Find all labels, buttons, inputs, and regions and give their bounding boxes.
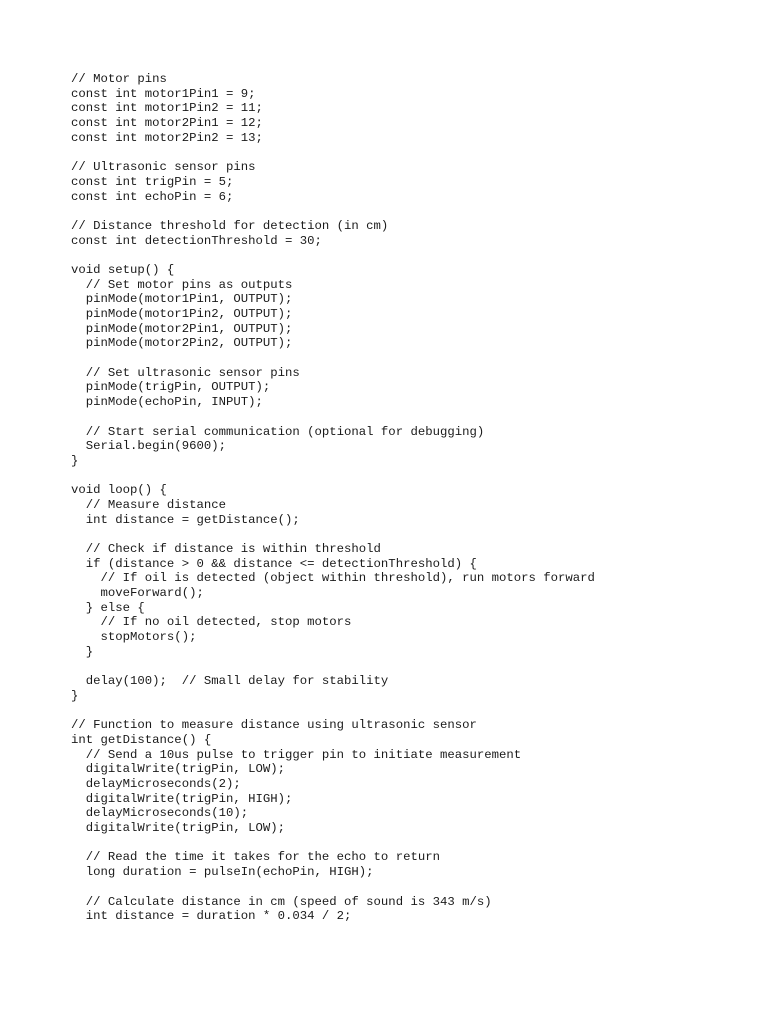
- code-line: void loop() {: [71, 483, 167, 498]
- code-line: // Ultrasonic sensor pins: [71, 160, 256, 175]
- code-line: moveForward();: [71, 586, 204, 601]
- blank-code-line: [71, 660, 751, 675]
- code-line: // Calculate distance in cm (speed of sound is 343 m/s): [71, 894, 492, 909]
- code-line: pinMode(trigPin, OUTPUT);: [71, 380, 271, 395]
- blank-code-line: [71, 204, 751, 219]
- code-line: Serial.begin(9600);: [71, 439, 226, 454]
- code-line: } else {: [71, 600, 145, 615]
- code-line: int distance = getDistance();: [71, 512, 300, 527]
- code-line: // If oil is detected (object within threshold), run motors forward: [71, 571, 595, 586]
- code-line: stopMotors();: [71, 630, 197, 645]
- code-line: // Measure distance: [71, 497, 226, 512]
- code-line: }: [71, 644, 94, 659]
- code-line: delayMicroseconds(2);: [71, 777, 241, 791]
- code-line: // Distance threshold for detection (in cm): [71, 218, 389, 233]
- blank-code-line: [71, 410, 751, 425]
- code-line: // Send a 10us pulse to trigger pin to initiate measurement: [71, 747, 522, 762]
- code-line: // Function to measure distance using ultrasonic sensor: [71, 718, 477, 733]
- code-line: // Motor pins: [71, 72, 167, 86]
- code-line: // Set ultrasonic sensor pins: [71, 365, 300, 380]
- code-line: // If no oil detected, stop motors: [71, 615, 352, 630]
- code-line: const int motor1Pin2 = 11;: [71, 101, 263, 116]
- code-line: pinMode(motor2Pin2, OUTPUT);: [71, 336, 293, 351]
- code-line: delayMicroseconds(10);: [71, 806, 249, 821]
- code-line: // Read the time it takes for the echo to return: [71, 850, 440, 865]
- code-line: const int trigPin = 5;: [71, 174, 234, 189]
- code-line: int distance = duration * 0.034 / 2;: [71, 909, 352, 924]
- code-line: int getDistance() {: [71, 732, 212, 747]
- code-line: const int echoPin = 6;: [71, 189, 234, 204]
- code-line: }: [71, 453, 79, 468]
- code-line: // Start serial communication (optional for debugging): [71, 424, 485, 439]
- code-line: pinMode(motor2Pin1, OUTPUT);: [71, 321, 293, 336]
- code-line: const int detectionThreshold = 30;: [71, 233, 322, 248]
- code-block: [71, 72, 751, 924]
- code-line: // Set motor pins as outputs: [71, 277, 293, 292]
- code-line: digitalWrite(trigPin, LOW);: [71, 821, 286, 836]
- blank-code-line: [71, 248, 751, 263]
- blank-code-line: [71, 351, 751, 366]
- code-line: digitalWrite(trigPin, LOW);: [71, 762, 286, 777]
- code-line: const int motor2Pin2 = 13;: [71, 130, 263, 145]
- code-line: const int motor1Pin1 = 9;: [71, 86, 256, 101]
- blank-code-line: [71, 704, 751, 719]
- blank-code-line: [71, 836, 751, 851]
- blank-code-line: [71, 145, 751, 160]
- code-line: if (distance > 0 && distance <= detectionThreshold) {: [71, 556, 477, 571]
- code-line: void setup() {: [71, 262, 175, 277]
- blank-code-line: [71, 880, 751, 895]
- code-line: pinMode(echoPin, INPUT);: [71, 395, 263, 410]
- blank-code-line: [71, 527, 751, 542]
- code-line: pinMode(motor1Pin1, OUTPUT);: [71, 292, 293, 307]
- code-line: pinMode(motor1Pin2, OUTPUT);: [71, 307, 293, 321]
- blank-code-line: [71, 469, 751, 484]
- code-line: }: [71, 688, 79, 703]
- code-line: const int motor2Pin1 = 12;: [71, 116, 263, 131]
- code-line: long duration = pulseIn(echoPin, HIGH);: [71, 865, 374, 880]
- code-line: delay(100); // Small delay for stability: [71, 674, 389, 689]
- code-line: digitalWrite(trigPin, HIGH);: [71, 791, 293, 806]
- code-line: // Check if distance is within threshold: [71, 542, 381, 556]
